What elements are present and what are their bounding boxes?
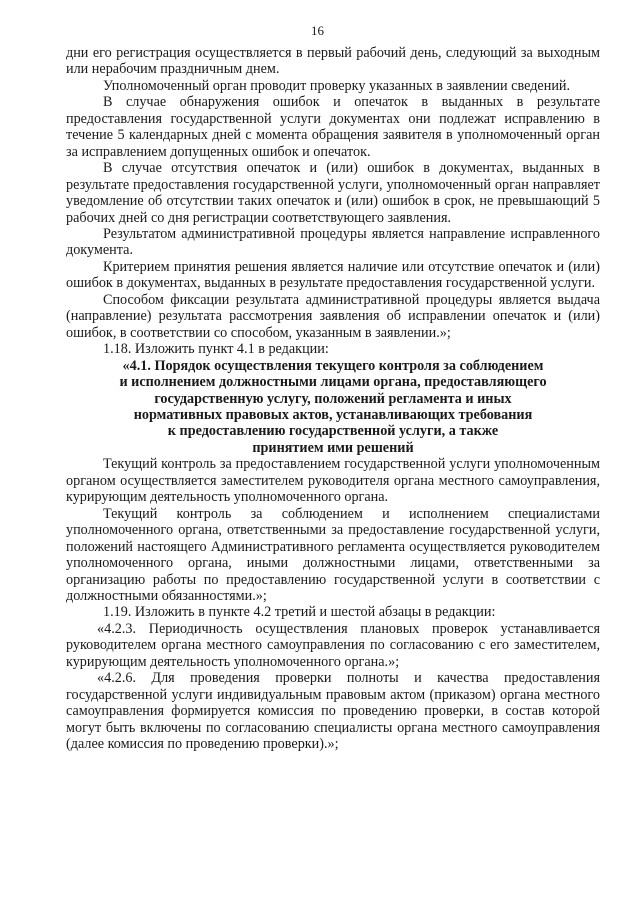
paragraph: Уполномоченный орган проводит проверку указанных в заявлении сведений. — [103, 77, 571, 94]
section-heading — [66, 358, 600, 457]
paragraph: 1.19. Изложить в пункте 4.2 третий и шестой абзацы в редакции: — [103, 604, 496, 621]
heading-line: принятием ими решений — [252, 439, 414, 456]
heading-line: государственную услугу, положений регламента и иных — [154, 390, 512, 407]
paragraph: Текущий контроль за соблюдением и исполнением специалистами уполномоченного органа, ответственными за предоставление государственной услуги, положений настоящего Административного регламента осуществляется руководителем уполномоченного органа, иными должностными лицами, ответственными за организацию работы по предоставлению государственной услуги в соответствии с должностными обязанностями.»; — [66, 505, 600, 604]
paragraph: Текущий контроль за предоставлением государственной услуги уполномоченным органом осуществляется заместителем руководителя органа местного самоуправления, курирующим деятельность уполномоченного органа. — [66, 456, 600, 506]
paragraph: «4.2.3. Периодичность осуществления плановых проверок устанавливается руководителем органа местного самоуправления по согласованию с его заместителем, курирующим деятельность уполномоченного органа.»; — [66, 620, 600, 670]
paragraph: В случае обнаружения ошибок и опечаток в выданных в результате предоставления государственной услуги документах они подлежат исправлению в течение 5 календарных дней с момента обращения заявителя в уполномоченный орган за исправлением допущенных ошибок и опечаток. — [66, 94, 600, 160]
paragraph: «4.2.6. Для проведения проверки полноты и качества предоставления государственной услуги индивидуальным правовым актом (приказом) органа местного самоуправления формируется комиссия по проведению проверки, в состав которой могут быть включены по согласованию специалисты органа местного самоуправления (далее комиссия по проведению проверки).»; — [66, 670, 600, 753]
page-number: 16 — [311, 23, 324, 38]
heading-line: «4.1. Порядок осуществления текущего контроля за соблюдением — [122, 357, 544, 374]
document-body — [66, 45, 600, 752]
heading-line: нормативных правовых актов, устанавливающих требования — [133, 406, 533, 423]
paragraph: В случае отсутствия опечаток и (или) ошибок в документах, выданных в результате предоставления государственной услуги, уполномоченный орган направляет уведомление об отсутствии таких опечаток и (или) ошибок в срок, не превышающий 5 рабочих дней со дня регистрации соответствующего заявления. — [66, 160, 600, 226]
paragraph: Критерием принятия решения является наличие или отсутствие опечаток и (или) ошибок в документах, выданных в результате предоставления государственной услуги. — [66, 258, 600, 292]
paragraph: Способом фиксации результата административной процедуры является выдача (направление) результата рассмотрения заявления об исправлении опечаток и (или) ошибок, в соответствии со способом, указанным в заявлении.»; — [66, 291, 600, 341]
paragraph: Результатом административной процедуры является направление исправленного документа. — [66, 225, 600, 259]
paragraph: дни его регистрация осуществляется в первый рабочий день, следующий за выходным или нерабочим праздничным днем. — [66, 45, 600, 78]
paragraph: 1.18. Изложить пункт 4.1 в редакции: — [103, 341, 329, 358]
heading-line: к предоставлению государственной услуги, а также — [167, 423, 499, 440]
heading-line: и исполнением должностными лицами органа, предоставляющего — [119, 374, 547, 391]
